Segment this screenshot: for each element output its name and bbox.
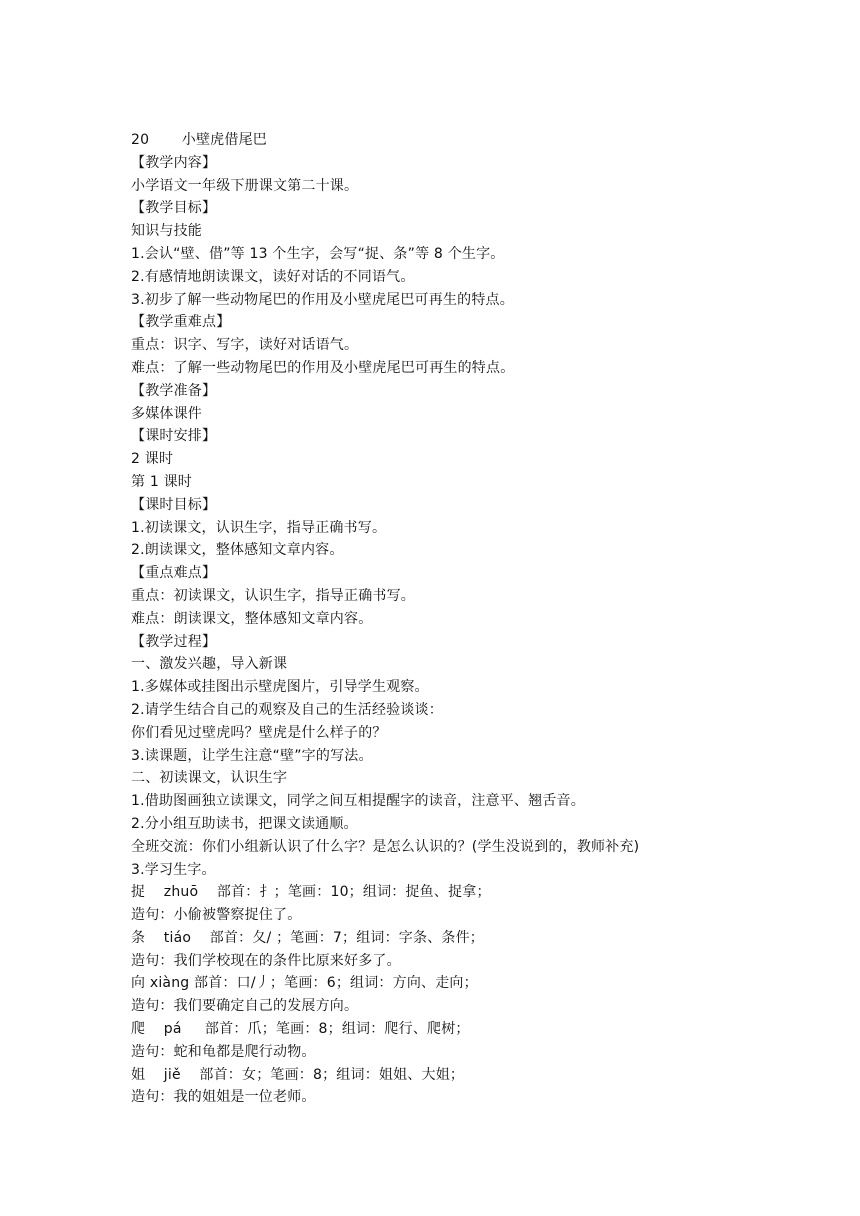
section-heading: 【课时目标】 — [131, 496, 217, 513]
text-line: 捉 zhuō 部首：扌；笔画：10；组词：捉鱼、捉拿； — [131, 884, 491, 901]
text-line: 二、初读课文，认识生字 — [131, 770, 288, 787]
section-heading: 【教学过程】 — [131, 633, 217, 650]
text-line: 全班交流：你们小组新认识了什么字？是怎么认识的？(学生没说到的，教师补充) — [131, 838, 640, 855]
text-line: 1.多媒体或挂图出示壁虎图片，引导学生观察。 — [131, 679, 429, 696]
text-line: 多媒体课件 — [131, 405, 202, 422]
section-heading: 【重点难点】 — [131, 565, 217, 582]
text-line: 重点：识字、写字，读好对话语气。 — [131, 337, 359, 354]
text-line: 小学语文一年级下册课文第二十课。 — [131, 177, 359, 194]
text-line: 造句：蛇和龟都是爬行动物。 — [131, 1043, 316, 1060]
text-line: 2.分小组互助读书，把课文读通顺。 — [131, 815, 358, 832]
text-line: 3.学习生字。 — [131, 861, 216, 878]
document-body — [131, 129, 831, 1109]
text-line: 造句：我的姐姐是一位老师。 — [131, 1089, 316, 1106]
text-line: 1.初读课文，认识生字，指导正确书写。 — [131, 519, 387, 536]
text-line: 3.读课题，让学生注意“壁”字的写法。 — [131, 747, 373, 764]
text-line: 2.请学生结合自己的观察及自己的生活经验谈谈： — [131, 701, 443, 718]
section-heading: 【教学准备】 — [131, 382, 217, 399]
text-line: 3.初步了解一些动物尾巴的作用及小壁虎尾巴可再生的特点。 — [131, 291, 514, 308]
section-heading: 【教学目标】 — [131, 200, 217, 217]
text-line: 造句：我们学校现在的条件比原来好多了。 — [131, 952, 401, 969]
text-line: 造句：我们要确定自己的发展方向。 — [131, 998, 359, 1015]
text-line: 难点：了解一些动物尾巴的作用及小壁虎尾巴可再生的特点。 — [131, 359, 515, 376]
text-line: 难点：朗读课文，整体感知文章内容。 — [131, 610, 373, 627]
text-line: 知识与技能 — [131, 223, 202, 240]
text-line: 条 tiáo 部首：夂/ ；笔画：7；组词：字条、条件； — [131, 929, 484, 946]
text-line: 造句：小偷被警察捉住了。 — [131, 907, 302, 924]
text-line: 姐 jiě 部首：女；笔画：8；组词：姐姐、大姐； — [131, 1066, 465, 1083]
text-line: 第 1 课时 — [131, 473, 193, 490]
text-line: 2.朗读课文，整体感知文章内容。 — [131, 542, 344, 559]
text-line: 1.借助图画独立读课文，同学之间互相提醒字的读音，注意平、翘舌音。 — [131, 793, 585, 810]
section-heading: 【教学重难点】 — [131, 314, 231, 331]
text-line: 重点：初读课文，认识生字，指导正确书写。 — [131, 587, 415, 604]
text-line: 1.会认“壁、借”等 13 个生字，会写“捉、条”等 8 个生字。 — [131, 245, 505, 262]
section-heading: 【教学内容】 — [131, 154, 217, 171]
text-line: 2.有感情地朗读课文，读好对话的不同语气。 — [131, 268, 415, 285]
lesson-title: 20 小壁虎借尾巴 — [131, 132, 267, 148]
text-line: 2 课时 — [131, 451, 174, 468]
text-line: 向 xiàng 部首：口/丿；笔画：6；组词：方向、走向； — [131, 975, 478, 992]
text-line: 你们看见过壁虎吗？壁虎是什么样子的？ — [131, 724, 387, 741]
section-heading: 【课时安排】 — [131, 428, 217, 445]
text-line: 一、激发兴趣，导入新课 — [131, 656, 288, 673]
text-line: 爬 pá 部首：爪；笔画：8；组词：爬行、爬树； — [131, 1021, 470, 1038]
